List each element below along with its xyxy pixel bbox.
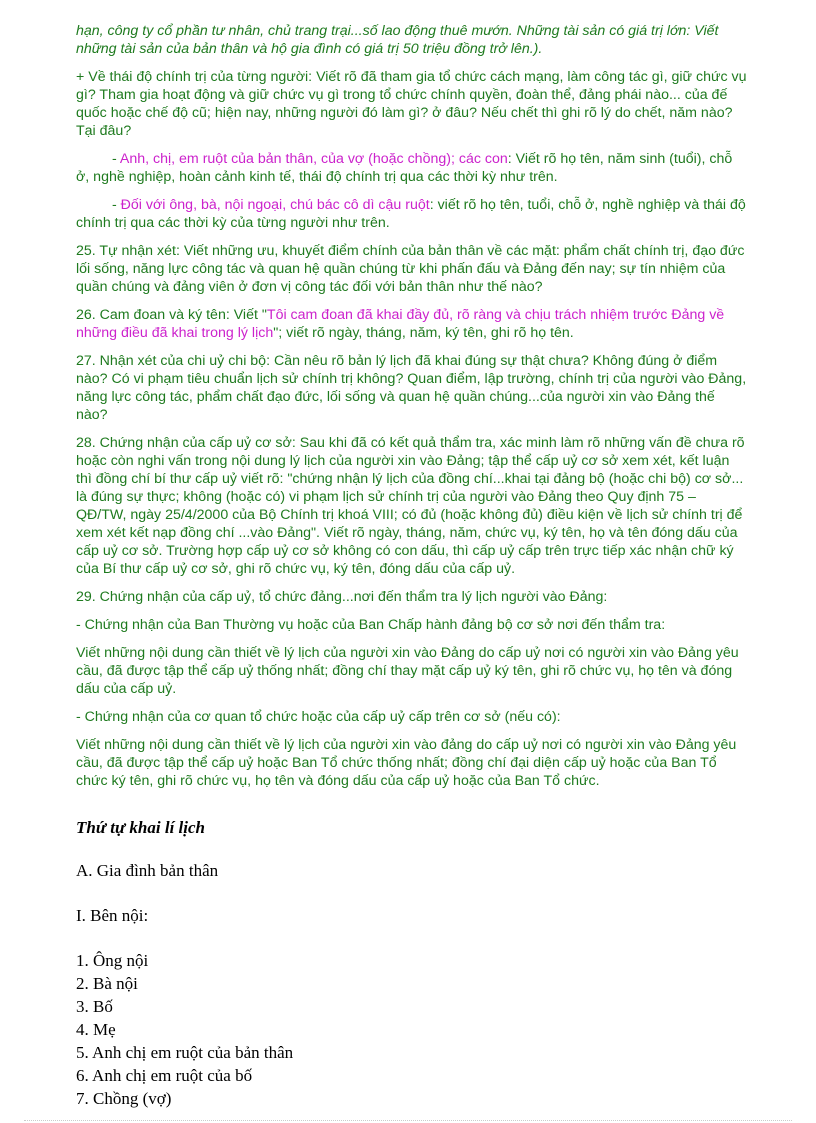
commitment-lead: 26. Cam đoan và ký tên: Viết " [76,307,267,323]
highlight-commitment: Tôi cam đoan đã khai đầy đủ, rõ ràng và chịu trách nhiệm trước Đảng về những điều đã khai trong lý lịch [76,307,725,341]
bullet-dash: - [112,151,120,167]
paragraph-standing-committee: - Chứng nhận của Ban Thường vụ hoặc của Ban Chấp hành đảng bộ cơ sở nơi đến thẩm tra: [76,617,666,633]
paragraph-organization: - Chứng nhận của cơ quan tổ chức hoặc của cấp uỷ cấp trên cơ sở (nếu có): [76,709,561,725]
paragraph-28-certification: 28. Chứng nhận của cấp uỷ cơ sở: Sau khi đã có kết quả thẩm tra, xác minh làm rõ những vấn đề chưa rõ hoặc còn nghi vấn trong nội dung lý lịch của người xin vào Đảng; tập thể cấp uỷ cơ sở xem xét, kết luận thì đồng chí bí thư cấp uỷ viết rõ: "chứng nhận lý lịch của đồng chí...khai tại đảng bộ (hoặc chi bộ) cơ sở... là đúng sự thực; không (hoặc có) vi phạm lịch sử chính trị của người vào Đảng theo Quy định 75 – QĐ/TW, ngày 25/4/2000 của Bộ Chính trị khoá VIII; có đủ (hoặc không đủ) điều kiện về lịch sử chính trị để xem xét kết nạp đồng chí ...vào Đảng". Viết rõ ngày, tháng, năm, chức vụ, ký tên, họ và tên đóng dấu của cấp uỷ cơ sở. Trường hợp cấp uỷ cơ sở không có con dấu, thì cấp uỷ cấp trên trực tiếp xác nhận chữ ký của Bí thư cấp uỷ cơ sở, ghi rõ chức vụ, ký tên, đóng dấu của cấp uỷ. [76,435,745,577]
paragraph-relatives-rest: : viết rõ họ tên, tuổi, chỗ ở, nghề nghiệp và thái độ chính trị qua các thời kỳ của từng người như trên. [76,197,746,231]
paragraph-26-commitment [76,306,748,342]
paragraph-25-self-review: 25. Tự nhận xét: Viết những ưu, khuyết điểm chính của bản thân về các mặt: phẩm chất chính trị, đạo đức lối sống, năng lực công tác và quan hệ quần chúng từ khi phấn đấu và Đảng đến nay; sự tín nhiệm của quần chúng và đảng viên ở đơn vị công tác đối với bản thân như thế nào? [76,243,745,295]
paragraph-assets: hạn, công ty cổ phần tư nhân, chủ trang trại...số lao động thuê mướn. Những tài sản có giá trị lớn: Viết những tài sản của bản thân và hộ gia đình có giá trị 50 triệu đồng trở lên.). [76,23,719,57]
list-item: 2. Bà nội [76,974,138,993]
list-item: 7. Chồng (vợ) [76,1089,172,1108]
list-item: 1. Ông nội [76,951,149,970]
paragraph-political-attitude: + Về thái độ chính trị của từng người: Viết rõ đã tham gia tổ chức cách mạng, làm công tác gì, giữ chức vụ gì? Tham gia hoạt động và giữ chức vụ gì trong tổ chức chính quyền, đoàn thể, đảng phái nào... của đế quốc hoặc chế độ cũ; hiện nay, những người đó làm gì? ở đâu? Nếu chết thì ghi rõ lý do chết, năm nào? Tại đâu? [76,69,747,139]
page-bottom-divider [24,1120,792,1121]
paragraph-siblings [76,150,748,186]
list-item: 3. Bố [76,997,113,1016]
highlight-relatives: Đối với ông, bà, nội ngoại, chú bác cô dì cậu ruột [120,197,430,213]
list-item: 4. Mẹ [76,1020,116,1039]
paragraph-relatives [76,196,748,232]
order-heading: Thứ tự khai lí lịch [76,818,206,837]
section-a-heading: A. Gia đình bản thân [76,861,219,880]
list-item: 6. Anh chị em ruột của bố [76,1066,253,1085]
section-i-heading: I. Bên nội: [76,906,149,925]
bullet-dash: - [112,197,121,213]
highlight-siblings: Anh, chị, em ruột của bản thân, của vợ (hoặc chồng); các con [119,151,508,167]
paragraph-29-certification: 29. Chứng nhận của cấp uỷ, tổ chức đảng...nơi đến thẩm tra lý lịch người vào Đảng: [76,589,608,605]
family-order-list [76,949,748,1110]
document-page [76,22,748,1110]
paragraph-27-cell-review: 27. Nhận xét của chi uỷ chi bộ: Cần nêu rõ bản lý lịch đã khai đúng sự thật chưa? Không đúng ở điểm nào? Có vi phạm tiêu chuẩn lịch sử chính trị không? Quan điểm, lập trường, chính trị của người vào Đảng, năng lực công tác, phẩm chất đạo đức, lối sống và quan hệ quần chúng...của người xin vào Đảng thế nào? [76,353,747,423]
paragraph-organization-content: Viết những nội dung cần thiết về lý lịch của người xin vào đảng do cấp uỷ nơi có người xin vào Đảng yêu cầu, đã được tập thể cấp uỷ hoặc Ban Tổ chức thống nhất; đồng chí đại diện cấp uỷ hoặc của Ban Tổ chức ký tên, ghi rõ chức vụ, họ tên và đóng dấu của cấp uỷ hoặc của Ban Tổ chức. [76,737,737,789]
commitment-rest: "; viết rõ ngày, tháng, năm, ký tên, ghi rõ họ tên. [273,325,574,341]
paragraph-standing-committee-content: Viết những nội dung cần thiết về lý lịch của người xin vào Đảng do cấp uỷ nơi có người xin vào Đảng yêu cầu, đã được tập thể cấp uỷ thống nhất; đồng chí thay mặt cấp uỷ ký tên, ghi rõ chức vụ, họ tên và đóng dấu của cấp uỷ. [76,645,739,697]
paragraph-siblings-rest: : Viết rõ họ tên, năm sinh (tuổi), chỗ ở, nghề nghiệp, hoàn cảnh kinh tế, thái độ chính trị qua các thời kỳ như trên. [76,151,733,185]
list-item: 5. Anh chị em ruột của bản thân [76,1043,294,1062]
